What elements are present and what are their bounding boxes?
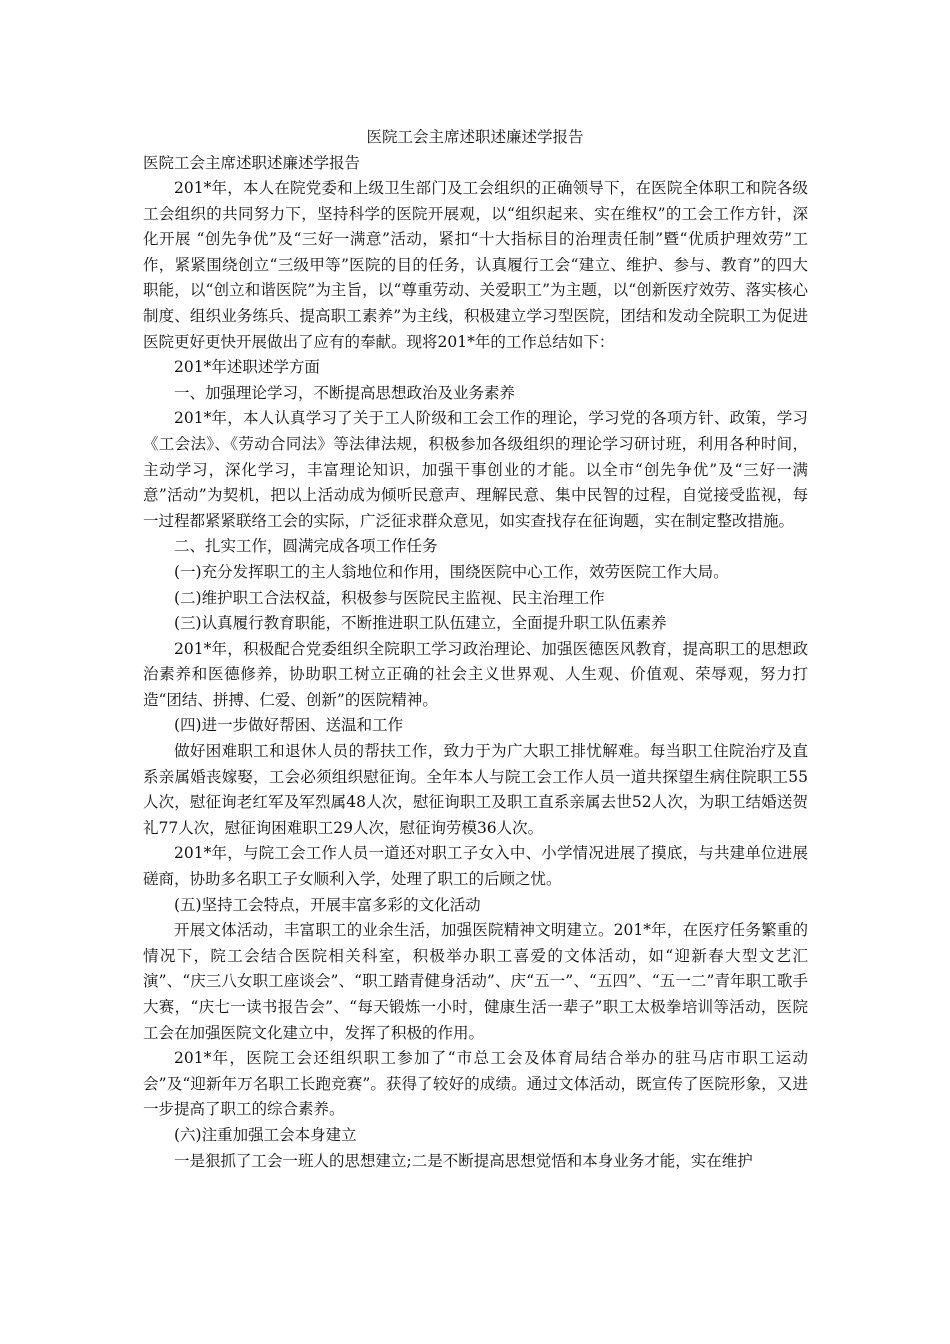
section-heading-year: 201*年述职述学方面 [174, 358, 320, 377]
paragraph-children-school: 201*年，与院工会工作人员一道还对职工子女入中、小学情况进展了摸底，与共建单位进展磋商，协助多名职工子女顺利入学，处理了职工的后顾之忧。 [143, 844, 808, 889]
document-subtitle: 医院工会主席述职述廉述学报告 [143, 154, 361, 172]
paragraph-theory-study: 201*年，本人认真学习了关于工人阶级和工会工作的理论，学习党的各项方针、政策，学习《工会法》、《劳动合同法》等法律法规，积极参加各级组织的理论学习研讨班，利用各种时间，主动学习，深化学习，丰富理论知识，加强干事创业的才能。以全市“创先争优”及“三好一满意”活动”为契机，把以上活动成为倾听民意声、理解民意、集中民智的过程，自觉接受监视，每一过程都紧紧联络工会的实际，广泛征求群众意见，如实查找存在征询题，实在制定整改措施。 [143, 409, 808, 530]
subheading-2: (二)维护职工合法权益，积极参与医院民主监视、民主治理工作 [174, 588, 605, 607]
subheading-4: (四)进一步做好帮困、送温和工作 [174, 716, 404, 735]
subheading-3: (三)认真履行教育职能，不断推进职工队伍建立，全面提升职工队伍素养 [174, 614, 667, 633]
paragraph-self-building: 一是狠抓了工会一班人的思想建立;二是不断提高思想觉悟和本身业务才能，实在维护 [174, 1151, 753, 1170]
paragraph-assistance: 做好困难职工和退休人员的帮扶工作，致力于为广大职工排忧解难。每当职工住院治疗及直系亲属婚丧嫁娶，工会必须组织慰征询。全年本人与院工会工作人员一道共探望生病住院职工55人次，慰征询老红军及军烈属48人次，慰征询职工及职工直系亲属去世52人次，为职工结婚送贺礼77人次，慰征询困难职工29人次，慰征询劳模36人次。 [143, 742, 808, 837]
subheading-6: (六)注重加强工会本身建立 [174, 1125, 357, 1144]
section-heading-1: 一、加强理论学习，不断提高思想政治及业务素养 [174, 383, 516, 402]
document-title: 医院工会主席述职述廉述学报告 [366, 128, 584, 146]
paragraph-sports: 201*年，医院工会还组织职工参加了“市总工会及体育局结合举办的驻马店市职工运动会”及“迎新年万名职工长跑竞赛”。获得了较好的成绩。通过文体活动，既宣传了医院形象，又进一步提高了职工的综合素养。 [143, 1049, 808, 1119]
paragraph-intro: 201*年，本人在院党委和上级卫生部门及工会组织的正确领导下，在医院全体职工和院各级工会组织的共同努力下，坚持科学的医院开展观，以“组织起来、实在维权”的工会工作方针，深化开展 “创先争优”及“三好一满意”活动，紧扣“十大指标目的治理责任制”暨“优质护理效劳”工作，紧紧围绕创立“三级甲等”医院的目的任务，认真履行工会“建立、维护、参与、教育”的四大职能，以“创立和谐医院”为主旨，以“尊重劳动、关爱职工”为主题，以“创新医疗效劳、落实核心制度、组织业务练兵、提高职工素养”为主线，积极建立学习型医院，团结和发动全院职工为促进医院更好更快开展做出了应有的奉献。现将201*年的工作总结如下： [143, 179, 808, 351]
paragraph-culture: 开展文体活动，丰富职工的业余生活，加强医院精神文明建立。201*年，在医疗任务繁重的情况下，院工会结合医院相关科室，积极举办职工喜爱的文体活动，如“迎新春大型文艺汇演”、“庆三八女职工座谈会”、“职工踏青健身活动”、庆“五一”、“五四”、“五一二”青年职工歌手大赛，“庆七一读书报告会”、“每天锻炼一小时，健康生活一辈子”职工太极拳培训等活动，医院工会在加强医院文化建立中，发挥了积极的作用。 [143, 921, 808, 1042]
subheading-5: (五)坚持工会特点，开展丰富多彩的文化活动 [174, 895, 481, 914]
section-heading-2: 二、扎实工作，圆满完成各项工作任务 [174, 537, 438, 556]
subheading-1: (一)充分发挥职工的主人翁地位和作用，围绕医院中心工作，效劳医院工作大局。 [174, 562, 729, 581]
paragraph-education: 201*年，积极配合党委组织全院职工学习政治理论、加强医德医风教育，提高职工的思想政治素养和医德修养，协助职工树立正确的社会主义世界观、人生观、价值观、荣辱观，努力打造“团结、拼搏、仁爱、创新”的医院精神。 [143, 639, 808, 709]
document-body [143, 176, 808, 1174]
